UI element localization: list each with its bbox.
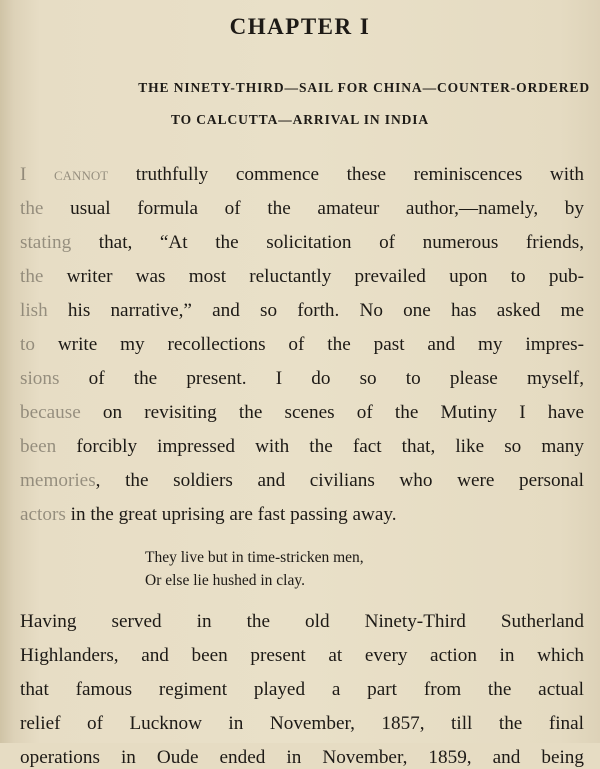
line-text: forcibly impressed with the fact that, like so many [56,436,584,457]
line-text: that, “At the solicitation of numerous friends, [71,232,584,253]
paragraph-1-line [20,266,584,288]
verse-line: Or else lie hushed in clay. [145,572,305,589]
line-text: usual formula of the amateur author,—namely, by [43,198,584,219]
faded-edge-text: memories [20,470,96,491]
faded-edge-text: the [20,266,44,287]
paragraph-2-line: Having served in the old Ninety-Third Sutherland [20,611,584,632]
faded-edge-text: the [20,198,44,219]
paragraph-1-line [20,198,584,220]
paragraph-1-line [20,436,584,458]
faded-edge-text: sions [20,368,60,389]
line-text: on revisiting the scenes of the Mutiny I have [80,402,584,423]
verse-line: They live but in time-stricken men, [145,549,364,566]
line-text: in the great uprising are fast passing away. [65,504,397,525]
faded-edge-text: stating [20,232,72,253]
paragraph-1-line [20,334,584,356]
opening-small-caps: cannot [54,164,109,185]
line-text: of the present. I do so to please myself, [59,368,584,389]
chapter-subtitle-line-2: TO CALCUTTA—ARRIVAL IN INDIA [170,112,430,127]
line-text: write my recollections of the past and my impres- [34,334,584,355]
faded-edge-text: been [20,436,57,457]
line-text: , the soldiers and civilians who were personal [95,470,584,491]
line-text: truthfully commence these reminiscences with [108,164,585,185]
paragraph-1-line [20,470,584,492]
paragraph-1-line [20,368,584,390]
paragraph-2-line: operations in Oude ended in November, 1859, and being [20,747,584,768]
faded-edge-text: actors [20,504,66,525]
line-text: writer was most reluctantly prevailed upon to pub- [43,266,584,287]
faded-edge-text: because [20,402,81,423]
paragraph-2-line: relief of Lucknow in November, 1857, till the final [20,713,584,734]
chapter-subtitle-line-1: THE NINETY-THIRD—SAIL FOR CHINA—COUNTER-ORDERED [138,80,590,95]
faded-edge-text: to [20,334,35,355]
paragraph-1-line [20,504,584,526]
paragraph-1-line [20,232,584,254]
paragraph-2-line: Highlanders, and been present at every action in which [20,645,584,666]
chapter-heading: CHAPTER I [229,14,371,39]
paragraph-1-line [20,164,584,186]
paragraph-1-line [20,402,584,424]
faded-edge-text: lish [20,300,48,321]
faded-edge-text: I [20,164,54,185]
paragraph-2-line: that famous regiment played a part from the actual [20,679,584,700]
line-text: his narrative,” and so forth. No one has asked me [47,300,584,321]
paragraph-1-line [20,300,584,322]
